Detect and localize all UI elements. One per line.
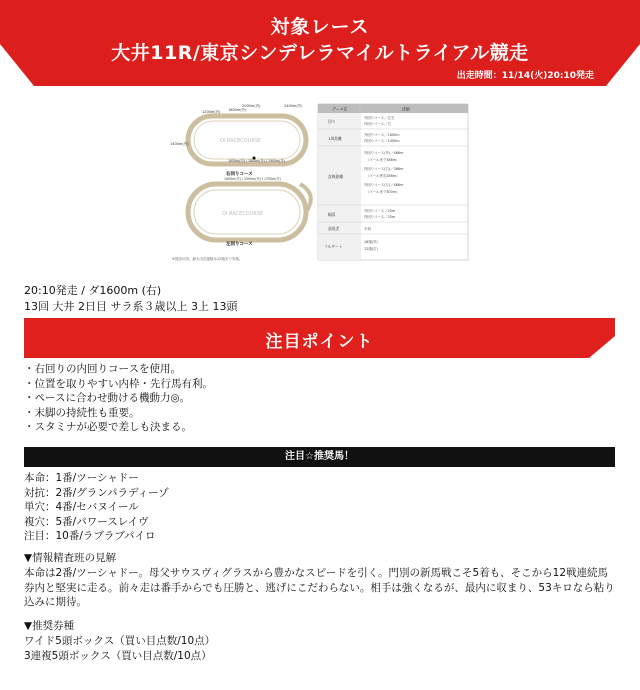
bet-heading: ▼推奨券種: [24, 620, 75, 632]
point-item: ・スタミナが必要で差しも決まる。: [24, 421, 192, 433]
row-name-fullgate: フルゲート: [324, 244, 343, 249]
race-time-distance: 20:10発走 / ダ1600m (右): [24, 284, 162, 297]
watermark-upper: OI RACECOURSE: [220, 138, 262, 144]
analysis-heading: ▼情報精査班の見解: [24, 552, 117, 564]
right-course-label: 右回りコース: [226, 172, 253, 177]
right-course-diagram: [170, 103, 306, 177]
row-name-mawari: 回り: [328, 119, 336, 124]
point-section-header: [24, 318, 615, 358]
row-detail-lap: 外回りコース／1600m: [364, 133, 400, 137]
table-header-detail: 詳細: [402, 106, 410, 112]
recommend-header: 注目☆推奨馬！: [24, 447, 615, 467]
svg-text:（ゴールまで300m）: （ゴールまで300m）: [366, 190, 400, 194]
dist-label-1400: 1400m(外): [170, 142, 189, 146]
pick-fukuana: 複穴：5番/パワースレイヴ: [24, 515, 149, 528]
race-header: [0, 0, 640, 86]
row-name-width: 幅員: [328, 212, 336, 217]
dist-label-1600: 1600m(外): [228, 108, 247, 112]
svg-text:内回りコース／25m: 内回りコース／25m: [364, 215, 396, 219]
departure-time: 出走時間：11/14(火)20:10発走: [456, 71, 594, 81]
pick-tanana: 単穴：4番/セバヌイール: [24, 501, 139, 513]
race-meeting: 13回 大井 2日目 サラ系３歳以上 3上 13頭: [24, 300, 238, 313]
dist-labels-mid: 1650m(内) / 1800m(外) / 1900m(外): [228, 159, 285, 163]
pick-honmei: 本命：1番/ツーシャドー: [24, 472, 139, 484]
row-name-lap: 1周距離: [328, 136, 342, 141]
header-title: 対象レース: [270, 16, 370, 38]
point-item: ・右回りの内回りコースを使用。: [24, 363, 181, 375]
point-item: ・位置を取りやすい内枠・先行馬有利。: [24, 377, 213, 390]
course-data-table: [318, 104, 468, 260]
row-detail-width: 外回りコース／25m: [364, 209, 396, 213]
race-info: [24, 283, 237, 315]
point-item: ・ペースに合わせ動ける機動力◎。: [24, 392, 191, 404]
bet-item-trio: 3連複5頭ボックス（買い目点数/10点）: [24, 649, 212, 662]
row-detail-elevation: 平坦: [364, 227, 371, 231]
svg-text:内回りコース(右)／386m: 内回りコース(右)／386m: [364, 167, 404, 171]
watermark-lower: OI RACECOURSE: [222, 211, 264, 217]
svg-text:12頭(右): 12頭(右): [364, 247, 378, 251]
pick-taikou: 対抗：2番/グランパラディーゾ: [24, 486, 169, 499]
svg-text:（ゴールまで386m）: （ゴールまで386m）: [366, 158, 400, 162]
svg-text:内回りコース／右: 内回りコース／右: [364, 122, 391, 126]
analysis-body: 本命は2番/ツーシャドー。母父サウスヴィグラスから豊かなスピードを引く。門別の新馬戦こそ5着も、そこから12戦連続馬券内と堅実に走る。前々走は番手からでも圧勝と、逃げにこだわらない。相手は強くなるが、最内に収まり、53キロなら粘り込みに期待。: [24, 567, 615, 608]
svg-text:（ゴール併走286m）: （ゴール併走286m）: [366, 174, 400, 178]
point-section-title: 注目ポイント: [265, 332, 374, 352]
table-header-name: データ名: [332, 106, 348, 112]
race-name: 大井11R/東京シンデレラマイルトライアル競走: [111, 42, 529, 64]
point-list: [24, 362, 213, 435]
bet-list: [24, 634, 215, 663]
left-course-diagram: [172, 176, 311, 261]
start-marker: [253, 157, 256, 160]
dist-labels-mid2: 1000m(外) / 1500m(外) / 1700m(外): [224, 177, 281, 181]
pick-list: [24, 471, 169, 544]
point-bar-notch: [589, 336, 615, 358]
dist-label-2400: 2400m(外): [284, 104, 303, 108]
row-detail-mawari: 外回りコース／左右: [364, 116, 395, 120]
left-course-label: 左回りコース: [226, 242, 253, 247]
point-item: ・末脚の持続性も重要。: [24, 406, 140, 419]
svg-text:外回りコース(左)／486m: 外回りコース(左)／486m: [364, 183, 404, 187]
svg-text:内回りコース／1400m: 内回りコース／1400m: [364, 139, 400, 143]
dist-label-2000: 2000m(内): [242, 104, 261, 108]
course-footnote: ※国語の図、最大出走頭数は12頭まで実施。: [172, 257, 243, 261]
row-name-elevation: 高低差: [328, 226, 340, 231]
row-name-straight: 直線距離: [328, 174, 344, 179]
row-detail-fullgate: 16頭(外): [364, 240, 378, 244]
bet-item-wide: ワイド5頭ボックス（買い目点数/10点）: [24, 635, 216, 647]
row-detail-straight: 外回りコース(外)／486m: [364, 151, 404, 155]
dist-label-1200: 1200m(内): [202, 110, 221, 114]
course-map-image: [150, 100, 470, 270]
pick-chumoku: 注目：10番/ラブラブパイロ: [24, 530, 156, 542]
